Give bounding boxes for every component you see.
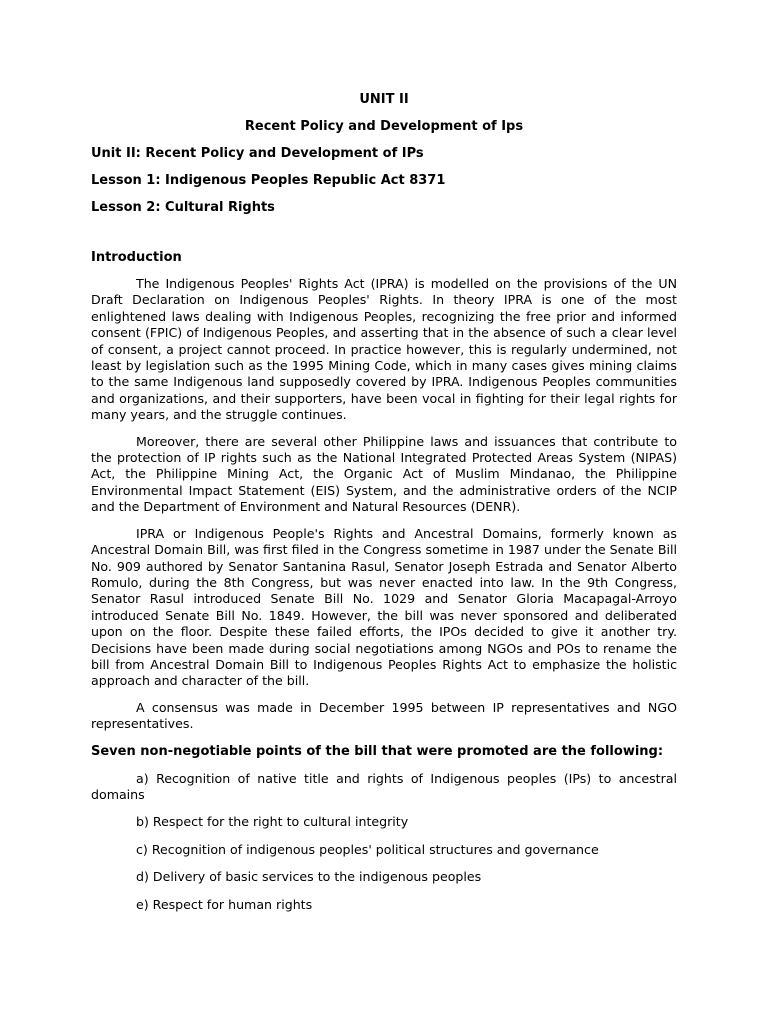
unit-heading: Unit II: Recent Policy and Development of IPs (91, 146, 424, 161)
list-item: a) Recognition of native title and rights of Indigenous peoples (IPs) to ancestral domains (91, 770, 677, 802)
list-item: c) Recognition of indigenous peoples' political structures and governance (136, 841, 599, 857)
lesson-2-heading: Lesson 2: Cultural Rights (91, 200, 275, 215)
unit-title: UNIT II (359, 92, 409, 107)
intro-paragraph-2: Moreover, there are several other Philippine laws and issuances that contribute to the protection of IP rights such as the National Integrated Protected Areas System (NIPAS) Act, the Philippine Mining Act, the Organic Act of Muslim Mindanao, the Philippine Environmental Impact Statement (EIS) System, and the administrative orders of the NCIP and the Department of Environment and Natural Resources (DENR). (91, 433, 677, 515)
list-item: b) Respect for the right to cultural integrity (136, 814, 409, 830)
list-item: d) Delivery of basic services to the indigenous peoples (136, 869, 482, 885)
lesson-1-heading: Lesson 1: Indigenous Peoples Republic Act 8371 (91, 173, 446, 188)
intro-paragraph-3: IPRA or Indigenous People's Rights and Ancestral Domains, formerly known as Ancestral Domain Bill, was first filed in the Congress sometime in 1987 under the Senate Bill No. 909 authored by Senator Santanina Rasul, Senator Joseph Estrada and Senator Alberto Romulo, during the 8th Congress, but was never enacted into law. In the 9th Congress, Senator Rasul introduced Senate Bill No. 1029 and Senator Gloria Macapagal-Arroyo introduced Senate Bill No. 1849. However, the bill was never sponsored and deliberated upon on the floor. Despite these failed efforts, the IPOs decided to give it another try. Decisions have been made during social negotiations among NGOs and POs to rename the bill from Ancestral Domain Bill to Indigenous Peoples Rights Act to emphasize the holistic approach and character of the bill. (91, 525, 677, 689)
unit-subtitle: Recent Policy and Development of Ips (244, 119, 524, 134)
list-item: e) Respect for human rights (136, 896, 313, 912)
points-heading: Seven non-negotiable points of the bill that were promoted are the following: (91, 743, 664, 759)
intro-paragraph-1: The Indigenous Peoples' Rights Act (IPRA) is modelled on the provisions of the UN Draft Declaration on Indigenous Peoples' Rights. In theory IPRA is one of the most enlightened laws dealing with Indigenous Peoples, recognizing the free prior and informed consent (FPIC) of Indigenous Peoples, and asserting that in the absence of such a clear level of consent, a project cannot proceed. In practice however, this is regularly undermined, not least by legislation such as the 1995 Mining Code, which in many cases gives mining claims to the same Indigenous land supposedly covered by IPRA. Indigenous Peoples communities and organizations, and their supporters, have been vocal in fighting for their legal rights for many years, and the struggle continues. (91, 276, 677, 423)
intro-paragraph-4: A consensus was made in December 1995 between IP representatives and NGO representatives. (91, 699, 677, 732)
introduction-heading: Introduction (91, 250, 182, 265)
